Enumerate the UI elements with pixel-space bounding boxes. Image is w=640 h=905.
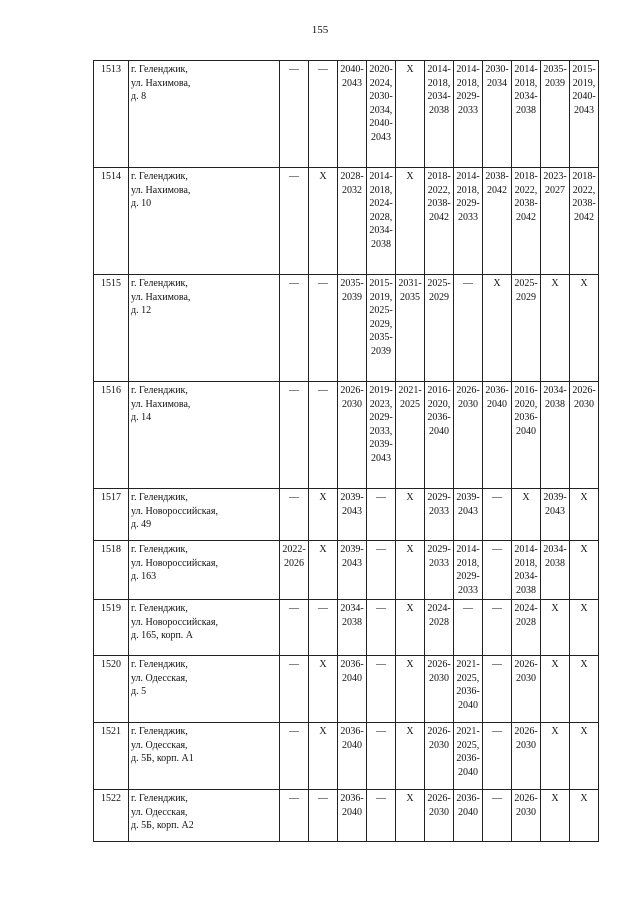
period-cell: 2024- 2028 <box>512 600 541 656</box>
period-cell: — <box>309 382 338 489</box>
table-row <box>94 600 599 656</box>
period-cell: — <box>367 541 396 600</box>
period-cell: — <box>280 723 309 790</box>
period-cell: — <box>280 600 309 656</box>
period-cell: 2021- 2025 <box>396 382 425 489</box>
row-number: 1514 <box>94 168 129 275</box>
period-cell: X <box>309 168 338 275</box>
period-cell: — <box>367 723 396 790</box>
address-cell: г. Геленджик, ул. Нахимова, д. 10 <box>129 168 280 275</box>
period-cell: X <box>570 656 599 723</box>
period-cell: 2035- 2039 <box>541 61 570 168</box>
period-cell: 2016- 2020, 2036- 2040 <box>425 382 454 489</box>
period-cell: — <box>280 168 309 275</box>
period-cell: — <box>367 489 396 541</box>
period-cell: — <box>483 489 512 541</box>
period-cell: 2021- 2025, 2036- 2040 <box>454 723 483 790</box>
period-cell: X <box>541 275 570 382</box>
period-cell: 2023- 2027 <box>541 168 570 275</box>
period-cell: X <box>541 723 570 790</box>
period-cell: — <box>367 656 396 723</box>
period-cell: X <box>396 541 425 600</box>
period-cell: 2020- 2024, 2030- 2034, 2040- 2043 <box>367 61 396 168</box>
table-row <box>94 275 599 382</box>
period-cell: 2014- 2018, 2029- 2033 <box>454 541 483 600</box>
period-cell: 2034- 2038 <box>338 600 367 656</box>
period-cell: 2026- 2030 <box>570 382 599 489</box>
period-cell: 2029- 2033 <box>425 489 454 541</box>
period-cell: 2039- 2043 <box>541 489 570 541</box>
table-row <box>94 382 599 489</box>
period-cell: 2030- 2034 <box>483 61 512 168</box>
period-cell: 2028- 2032 <box>338 168 367 275</box>
period-cell: — <box>483 541 512 600</box>
period-cell: 2035- 2039 <box>338 275 367 382</box>
period-cell: 2014- 2018, 2034- 2038 <box>512 61 541 168</box>
period-cell: 2018- 2022, 2038- 2042 <box>425 168 454 275</box>
period-cell: X <box>541 600 570 656</box>
table-row <box>94 168 599 275</box>
row-number: 1522 <box>94 790 129 842</box>
period-cell: X <box>570 275 599 382</box>
period-cell: 2016- 2020, 2036- 2040 <box>512 382 541 489</box>
period-cell: — <box>454 275 483 382</box>
table-row <box>94 790 599 842</box>
table-row <box>94 541 599 600</box>
period-cell: 2014- 2018, 2034- 2038 <box>425 61 454 168</box>
period-cell: 2039- 2043 <box>338 541 367 600</box>
period-cell: 2026- 2030 <box>425 723 454 790</box>
address-cell: г. Геленджик, ул. Одесская, д. 5 <box>129 656 280 723</box>
period-cell: X <box>541 656 570 723</box>
period-cell: — <box>309 790 338 842</box>
period-cell: 2039- 2043 <box>338 489 367 541</box>
period-cell: — <box>483 656 512 723</box>
period-cell: 2036- 2040 <box>338 790 367 842</box>
period-cell: X <box>309 723 338 790</box>
period-cell: 2034- 2038 <box>541 382 570 489</box>
period-cell: 2014- 2018, 2029- 2033 <box>454 61 483 168</box>
period-cell: X <box>570 489 599 541</box>
period-cell: X <box>396 489 425 541</box>
period-cell: — <box>483 600 512 656</box>
period-cell: X <box>570 600 599 656</box>
period-cell: 2014- 2018, 2034- 2038 <box>512 541 541 600</box>
row-number: 1516 <box>94 382 129 489</box>
period-cell: — <box>309 61 338 168</box>
period-cell: 2014- 2018, 2024- 2028, 2034- 2038 <box>367 168 396 275</box>
address-cell: г. Геленджик, ул. Новороссийская, д. 49 <box>129 489 280 541</box>
period-cell: 2015- 2019, 2040- 2043 <box>570 61 599 168</box>
address-cell: г. Геленджик, ул. Нахимова, д. 14 <box>129 382 280 489</box>
period-cell: 2026- 2030 <box>338 382 367 489</box>
period-cell: — <box>483 723 512 790</box>
period-cell: X <box>396 723 425 790</box>
period-cell: 2038- 2042 <box>483 168 512 275</box>
period-cell: 2026- 2030 <box>512 790 541 842</box>
period-cell: — <box>309 600 338 656</box>
period-cell: 2018- 2022, 2038- 2042 <box>512 168 541 275</box>
period-cell: X <box>541 790 570 842</box>
period-cell: 2019- 2023, 2029- 2033, 2039- 2043 <box>367 382 396 489</box>
address-cell: г. Геленджик, ул. Одесская, д. 5Б, корп. А1 <box>129 723 280 790</box>
period-cell: — <box>280 275 309 382</box>
row-number: 1521 <box>94 723 129 790</box>
period-cell: X <box>396 61 425 168</box>
period-cell: X <box>309 541 338 600</box>
row-number: 1519 <box>94 600 129 656</box>
period-cell: X <box>512 489 541 541</box>
period-cell: X <box>570 723 599 790</box>
period-cell: 2014- 2018, 2029- 2033 <box>454 168 483 275</box>
period-cell: 2026- 2030 <box>454 382 483 489</box>
row-number: 1518 <box>94 541 129 600</box>
period-cell: — <box>367 600 396 656</box>
period-cell: 2029- 2033 <box>425 541 454 600</box>
period-cell: 2036- 2040 <box>338 656 367 723</box>
register-table <box>93 60 599 842</box>
period-cell: — <box>483 790 512 842</box>
period-cell: 2026- 2030 <box>425 790 454 842</box>
period-cell: X <box>309 656 338 723</box>
period-cell: 2036- 2040 <box>483 382 512 489</box>
period-cell: X <box>309 489 338 541</box>
period-cell: — <box>309 275 338 382</box>
period-cell: — <box>280 790 309 842</box>
row-number: 1513 <box>94 61 129 168</box>
period-cell: 2036- 2040 <box>454 790 483 842</box>
period-cell: — <box>454 600 483 656</box>
row-number: 1517 <box>94 489 129 541</box>
period-cell: 2025- 2029 <box>425 275 454 382</box>
period-cell: 2036- 2040 <box>338 723 367 790</box>
period-cell: — <box>367 790 396 842</box>
table-row <box>94 489 599 541</box>
period-cell: 2026- 2030 <box>512 656 541 723</box>
period-cell: 2025- 2029 <box>512 275 541 382</box>
period-cell: 2015- 2019, 2025- 2029, 2035- 2039 <box>367 275 396 382</box>
period-cell: X <box>396 790 425 842</box>
period-cell: 2039- 2043 <box>454 489 483 541</box>
period-cell: X <box>396 600 425 656</box>
period-cell: 2024- 2028 <box>425 600 454 656</box>
address-cell: г. Геленджик, ул. Нахимова, д. 8 <box>129 61 280 168</box>
period-cell: 2018- 2022, 2038- 2042 <box>570 168 599 275</box>
address-cell: г. Геленджик, ул. Новороссийская, д. 163 <box>129 541 280 600</box>
page-number: 155 <box>311 24 329 36</box>
period-cell: 2021- 2025, 2036- 2040 <box>454 656 483 723</box>
period-cell: 2026- 2030 <box>425 656 454 723</box>
period-cell: X <box>396 656 425 723</box>
period-cell: X <box>570 541 599 600</box>
table-row <box>94 61 599 168</box>
period-cell: 2031- 2035 <box>396 275 425 382</box>
row-number: 1515 <box>94 275 129 382</box>
period-cell: X <box>396 168 425 275</box>
table-row <box>94 656 599 723</box>
period-cell: — <box>280 489 309 541</box>
period-cell: — <box>280 61 309 168</box>
period-cell: — <box>280 656 309 723</box>
address-cell: г. Геленджик, ул. Новороссийская, д. 165, корп. А <box>129 600 280 656</box>
period-cell: 2022- 2026 <box>280 541 309 600</box>
period-cell: X <box>570 790 599 842</box>
table-row <box>94 723 599 790</box>
period-cell: — <box>280 382 309 489</box>
row-number: 1520 <box>94 656 129 723</box>
address-cell: г. Геленджик, ул. Нахимова, д. 12 <box>129 275 280 382</box>
period-cell: X <box>483 275 512 382</box>
period-cell: 2034- 2038 <box>541 541 570 600</box>
address-cell: г. Геленджик, ул. Одесская, д. 5Б, корп. А2 <box>129 790 280 842</box>
period-cell: 2040- 2043 <box>338 61 367 168</box>
period-cell: 2026- 2030 <box>512 723 541 790</box>
